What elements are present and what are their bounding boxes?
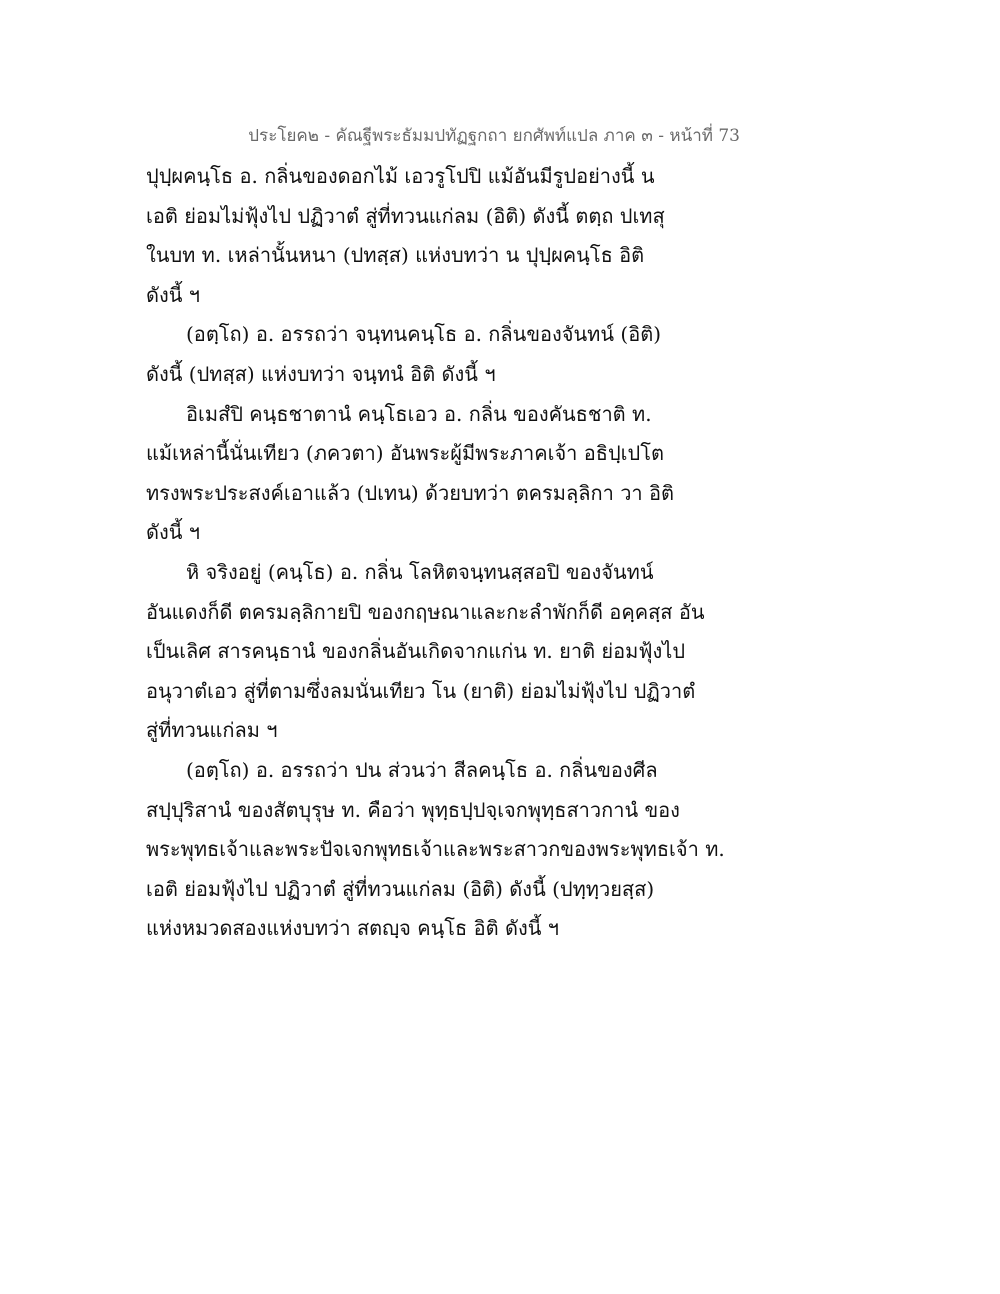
text-line: แม้เหล่านี้นั่นเทียว (ภควตา) อันพระผู้มีพระภาคเจ้า อธิปฺเปโต (146, 441, 664, 466)
body-text (146, 157, 725, 949)
text-line: เอติ ย่อมไม่ฟุ้งไป ปฏิวาตํ สู่ที่ทวนแก่ลม (อิติ) ดังนี้ ตตฺถ ปเทสุ (146, 203, 665, 228)
text-line: ปุปฺผคนฺโธ อ. กลิ่นของดอกไม้ เอวรูโปปิ แม้อันมีรูปอย่างนี้ น (146, 164, 655, 188)
text-line: อันแดงก็ดี ตครมลฺลิกายปิ ของกฤษณาและกะลำพักก็ดี อคฺคสฺส อัน (146, 599, 705, 624)
text-line: อนุวาตํเอว สู่ที่ตามซึ่งลมนั่นเทียว โน (ยาติ) ย่อมไม่ฟุ้งไป ปฏิวาตํ (146, 678, 696, 703)
text-line: ดังนี้ ฯ (146, 282, 201, 307)
text-line: แห่งหมวดสองแห่งบทว่า สตญฺจ คนฺโธ อิติ ดังนี้ ฯ (146, 916, 559, 941)
text-line: เป็นเลิศ สารคนฺธานํ ของกลิ่นอันเกิดจากแก่น ท. ยาติ ย่อมฟุ้งไป (146, 639, 686, 664)
paragraph-first-line: (อตฺโถ) อ. อรรถว่า จนฺทนคนฺโธ อ. กลิ่นของจันทน์ (อิติ) (186, 322, 661, 347)
text-line: ทรงพระประสงค์เอาแล้ว (ปเทน) ด้วยบทว่า ตครมลฺลิกา วา อิติ (146, 480, 675, 505)
running-header: ประโยค๒ - คัณฐีพระธัมมปทัฏฐกถา ยกศัพท์แปล ภาค ๓ - หน้าที่ 73 (248, 126, 740, 146)
paragraph-first-line: อิเมสํปิ คนฺธชาตานํ คนฺโธเอว อ. กลิ่น ของคันธชาติ ท. (186, 401, 652, 426)
text-line: สปฺปุริสานํ ของสัตบุรุษ ท. คือว่า พุทฺธปฺปจฺเจกพุทฺธสาวกานํ ของ (146, 797, 680, 822)
text-line: เอติ ย่อมฟุ้งไป ปฏิวาตํ สู่ที่ทวนแก่ลม (อิติ) ดังนี้ (ปทฺทฺวยสฺส) (146, 876, 655, 901)
text-line: ดังนี้ (ปทสฺส) แห่งบทว่า จนฺทนํ อิติ ดังนี้ ฯ (146, 361, 496, 386)
text-line: พระพุทธเจ้าและพระปัจเจกพุทธเจ้าและพระสาวกของพระพุทธเจ้า ท. (146, 837, 725, 862)
text-line: ในบท ท. เหล่านั้นหนา (ปทสฺส) แห่งบทว่า น ปุปฺผคนฺโธ อิติ (146, 243, 645, 268)
text-line: สู่ที่ทวนแก่ลม ฯ (146, 718, 278, 743)
paragraph-first-line: (อตฺโถ) อ. อรรถว่า ปน ส่วนว่า สีลคนฺโธ อ. กลิ่นของศีล (186, 757, 658, 782)
text-line: ดังนี้ ฯ (146, 520, 201, 545)
paragraph-first-line: หิ จริงอยู่ (คนฺโธ) อ. กลิ่น โลหิตจนฺทนสฺสอปิ ของจันทน์ (186, 559, 654, 584)
